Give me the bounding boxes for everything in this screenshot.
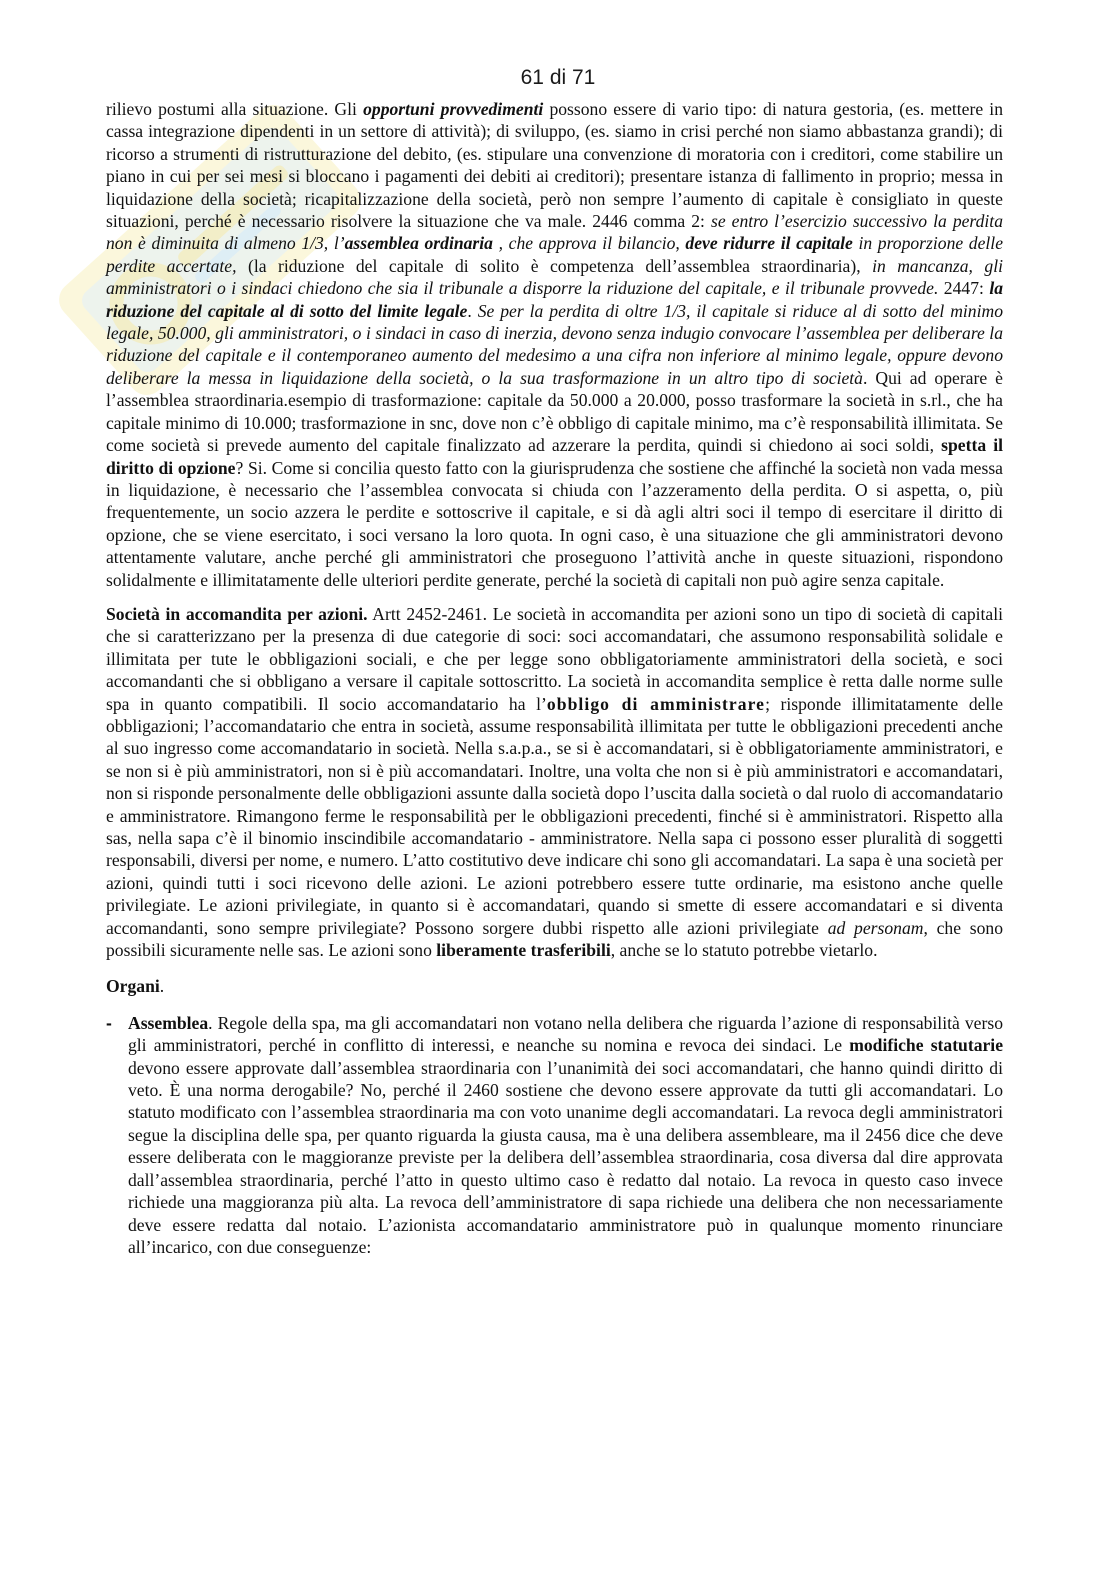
list-item-assemblea: - Assemblea. Regole della spa, ma gli accomandatari non votano nella delibera che riguarda l’azione di responsabilità verso gli amministratori, perché in conflitto di interessi, e neanche su nomina e revoca dei sindaci. Le modifiche statutarie devono essere approvate dall’assemblea straordinaria con l’unanimità dei soci accomandatari, che hanno quindi diritto di veto. È una norma derogabile? No, perché il 2460 sostiene che devono essere approvate da tutti gli accomandatari. Lo statuto modificato con l’assemblea straordinaria ma con voto unanime degli accomandatari. La revoca degli amministratori segue la disciplina delle spa, per quanto riguarda la giusta causa, ma è una delibera assembleare, ma il 2456 dice che deve essere deliberata con le maggioranze previste per la delibera dell’assemblea straordinaria, cosa diversa dal dire approvata dall’assemblea straordinaria, perché l’atto in questo ultimo caso è redatto dal notaio. La revoca in questo caso invece richiede una maggioranza più alta. La revoca dell’amministratore di sapa richiede una delibera che non necessariamente deve essere redatta dal notaio. L’azionista accomandatario amministratore può in qualunque momento rinunciare all’incarico, con due conseguenze: xyxy=(106,1012,1004,1257)
page-number: 61 di 71 xyxy=(520,66,596,89)
section-heading-organi: Organi. xyxy=(106,976,165,997)
organi-list xyxy=(106,1012,1003,1258)
paragraph-sapa: Società in accomandita per azioni. Artt 2452-2461. Le società in accomandita per azioni sono un tipo di società di capitali che si caratterizzano per la presenza di due categorie di soci: soci accomandatari, che assumono responsabilità solidale e illimitata per tute le obbligazioni sociali, e che per legge sono obbligatoriamente amministratori della società, e soci accomandanti che si obbligano a versare il capitale sottoscritto. La società in accomandita semplice è retta dalle norme sulle spa in quanto compatibili. Il socio accomandatario ha l’obbligo di amministrare; risponde illimitatamente delle obbligazioni; l’accomandatario che entra in società, assume responsabilità illimitata per tutte le obbligazioni precedenti anche al suo ingresso come accomandatario in società. Nella s.a.p.a., se si è accomandatari, si è obbligatoriamente amministratori, e se non si è più amministratori, non si è più accomandatari. Inoltre, una volta che non si è più amministratori e accomandatari, non si risponde personalmente delle obbligazioni assunte dalla società dopo l’uscita dalla società o dal ruolo di accomandatario e amministratore. Rimangono ferme le responsabilità per le obbligazioni precedenti, finché si è amministratori. Rispetto alla sas, nella sapa c’è il binomio inscindibile accomandatario - amministratore. Nella sapa ci possono esser pluralità di soggetti responsabili, diversi per nome, e numero. L’atto costitutivo deve indicare chi sono gli accomandatari. La sapa è una società per azioni, quindi tutti i soci ricevono delle azioni. Le azioni potrebbero essere tutte ordinarie, ma esistono anche quelle privilegiate. Le azioni privilegiate, in quanto si è accomandatari, quando si smette di essere accomandatari e si diventa accomandanti, sono sempre privilegiate? Possono sorgere dubbi rispetto alle azioni privilegiate ad personam, che sono possibili sicuramente nelle sas. Le azioni sono liberamente trasferibili, anche se lo statuto potrebbe vietarlo. xyxy=(106,603,1004,961)
paragraph-ricapitalizzazione: rilievo postumi alla situazione. Gli opportuni provvedimenti possono essere di vario tipo: di natura gestoria, (es. mettere in cassa integrazione dipendenti in un settore di attività); di sviluppo, (es. siamo in crisi perché non siamo abbastanza grandi); di ricorso a strumenti di ristrutturazione del debito, (es. stipulare una convenzione di moratoria con i creditori, come stabilire un piano in cui per sei mesi si bloccano i pagamenti dei debiti ai creditori); presentare istanza di fallimento in proprio; messa in liquidazione della società; ricapitalizzazione della società, però non sempre l’aumento di capitale è consigliato in queste situazioni, perché è necessario risolvere la situazione che va male. 2446 comma 2: se entro l’esercizio successivo la perdita non è diminuita di almeno 1/3, l’assemblea ordinaria , che approva il bilancio, deve ridurre il capitale in proporzione delle perdite accertate, (la riduzione del capitale di solito è competenza dell’assemblea straordinaria), in mancanza, gli amministratori o i sindaci chiedono che sia il tribunale a disporre la riduzione del capitale, e il tribunale provvede. 2447: la riduzione del capitale al di sotto del limite legale. Se per la perdita di oltre 1/3, il capitale si riduce al di sotto del minimo legale, 50.000, gli amministratori, o i sindaci in caso di inerzia, devono senza indugio convocare l’assemblea per deliberare la riduzione del capitale e il contemporaneo aumento del medesimo a una cifra non inferiore al minimo legale, oppure devono deliberare la messa in liquidazione della società, o la sua trasformazione in un altro tipo di società. Qui ad operare è l’assemblea straordinaria.esempio di trasformazione: capitale da 50.000 a 20.000, posso trasformare la società in s.rl., che ha capitale minimo di 10.000; trasformazione in snc, dove non c’è obbligo di capitale minimo, ma c’è responsabilità illimitata. Se come società si prevede aumento del capitale finalizzato ad azzerare la perdita, quindi si chiedono ai soci soldi, spetta il diritto di opzione? Si. Come si concilia questo fatto con la giurisprudenza che sostiene che affinché la società non vada messa in liquidazione, è necessario che l’assemblea convocata si chiuda con l’azzeramento della perdita. O si aspetta, o, più frequentemente, un socio azzera le perdite e sottoscrive il capitale, e si dà agli altri soci il tempo di esercitare il diritto di opzione, che se viene esercitato, i soci versano la loro quota. In ogni caso, è una situazione che gli amministratori devono attentamente valutare, anche perché gli amministratori che proseguono l’attività anche in queste situazioni, rispondono solidalmente e illimitatamente delle ulteriori perdite generate, perché la società di capitali non può agire senza capitale. xyxy=(106,99,1004,590)
dash-bullet: - xyxy=(106,1012,112,1033)
sapa-heading: Società in accomandita per azioni. xyxy=(106,603,368,624)
document-body xyxy=(106,98,1003,1258)
